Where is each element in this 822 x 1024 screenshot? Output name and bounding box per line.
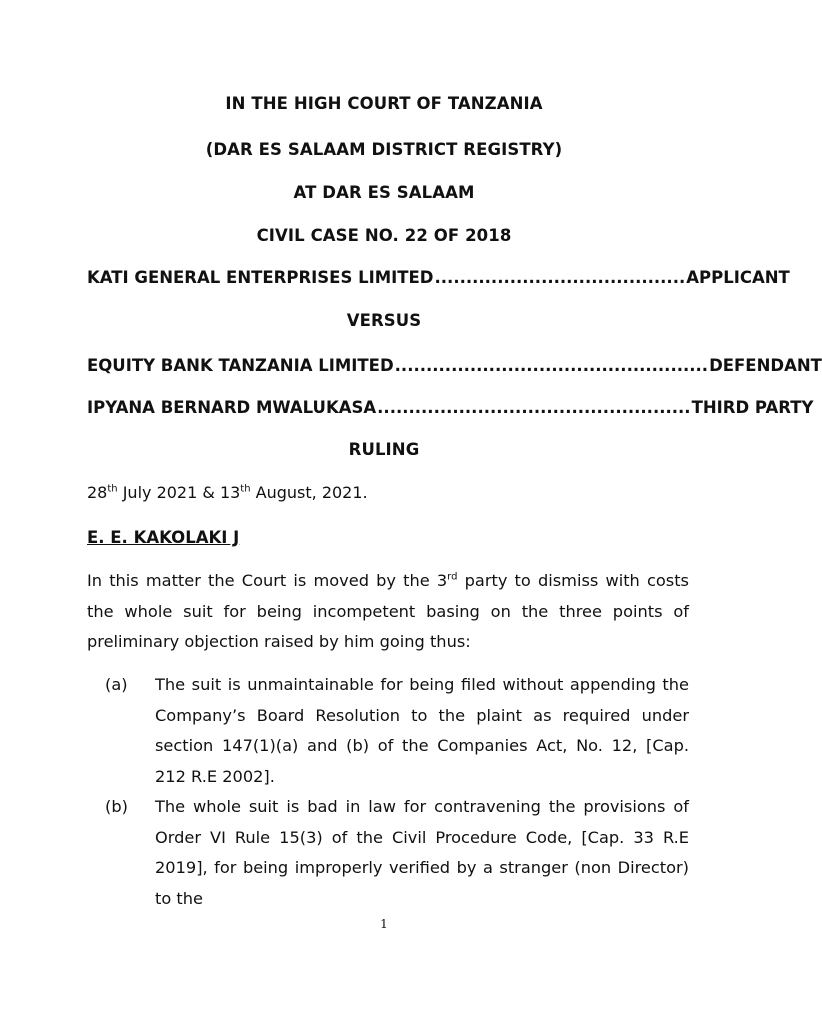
list-marker: (a) [105,675,128,694]
party-defendant [87,356,822,375]
objection-text: The whole suit is bad in law for contravening the provisions of Order VI Rule 15(3) of the Civil Procedure Code, [Cap. 33 R.E 2019], for being improperly verified by a stranger (non Director) to the [155,797,689,908]
court-title: IN THE HIGH COURT OF TANZANIA [225,94,543,113]
party-name: EQUITY BANK TANZANIA LIMITED [87,356,394,375]
party-role: APPLICANT [686,268,790,287]
objection-b [105,792,689,914]
page-number: 1 [380,917,388,931]
registry-title: (DAR ES SALAAM DISTRICT REGISTRY) [205,140,563,159]
leader-dots: .................................................. [394,356,709,375]
intro-paragraph: In this matter the Court is moved by the 3rd party to dismiss with costs the whole suit for being incompetent basing on the three points of preliminary objection raised by him going thus: [87,571,689,651]
objection-text: The suit is unmaintainable for being filed without appending the Company’s Board Resolution to the plaint as required under section 147(1)(a) and (b) of the Companies Act, No. 12, [Cap. 212 R.E 2002]. [155,675,689,786]
judge-name: E. E. KAKOLAKI J [87,528,240,547]
party-applicant [87,268,790,287]
party-name: IPYANA BERNARD MWALUKASA [87,398,377,417]
case-number: CIVIL CASE NO. 22 OF 2018 [256,226,512,245]
party-third [87,398,814,417]
leader-dots: ........................................ [434,268,686,287]
leader-dots: .................................................. [377,398,691,417]
party-name: KATI GENERAL ENTERPRISES LIMITED [87,268,434,287]
versus-label: VERSUS [346,311,422,330]
location-title: AT DAR ES SALAAM [293,183,475,202]
ruling-title: RULING [348,440,420,459]
party-role: DEFENDANT [709,356,822,375]
objection-a [105,670,689,792]
party-role: THIRD PARTY [691,398,814,417]
list-marker: (b) [105,797,128,816]
hearing-dates: 28th July 2021 & 13th August, 2021. [87,483,368,502]
